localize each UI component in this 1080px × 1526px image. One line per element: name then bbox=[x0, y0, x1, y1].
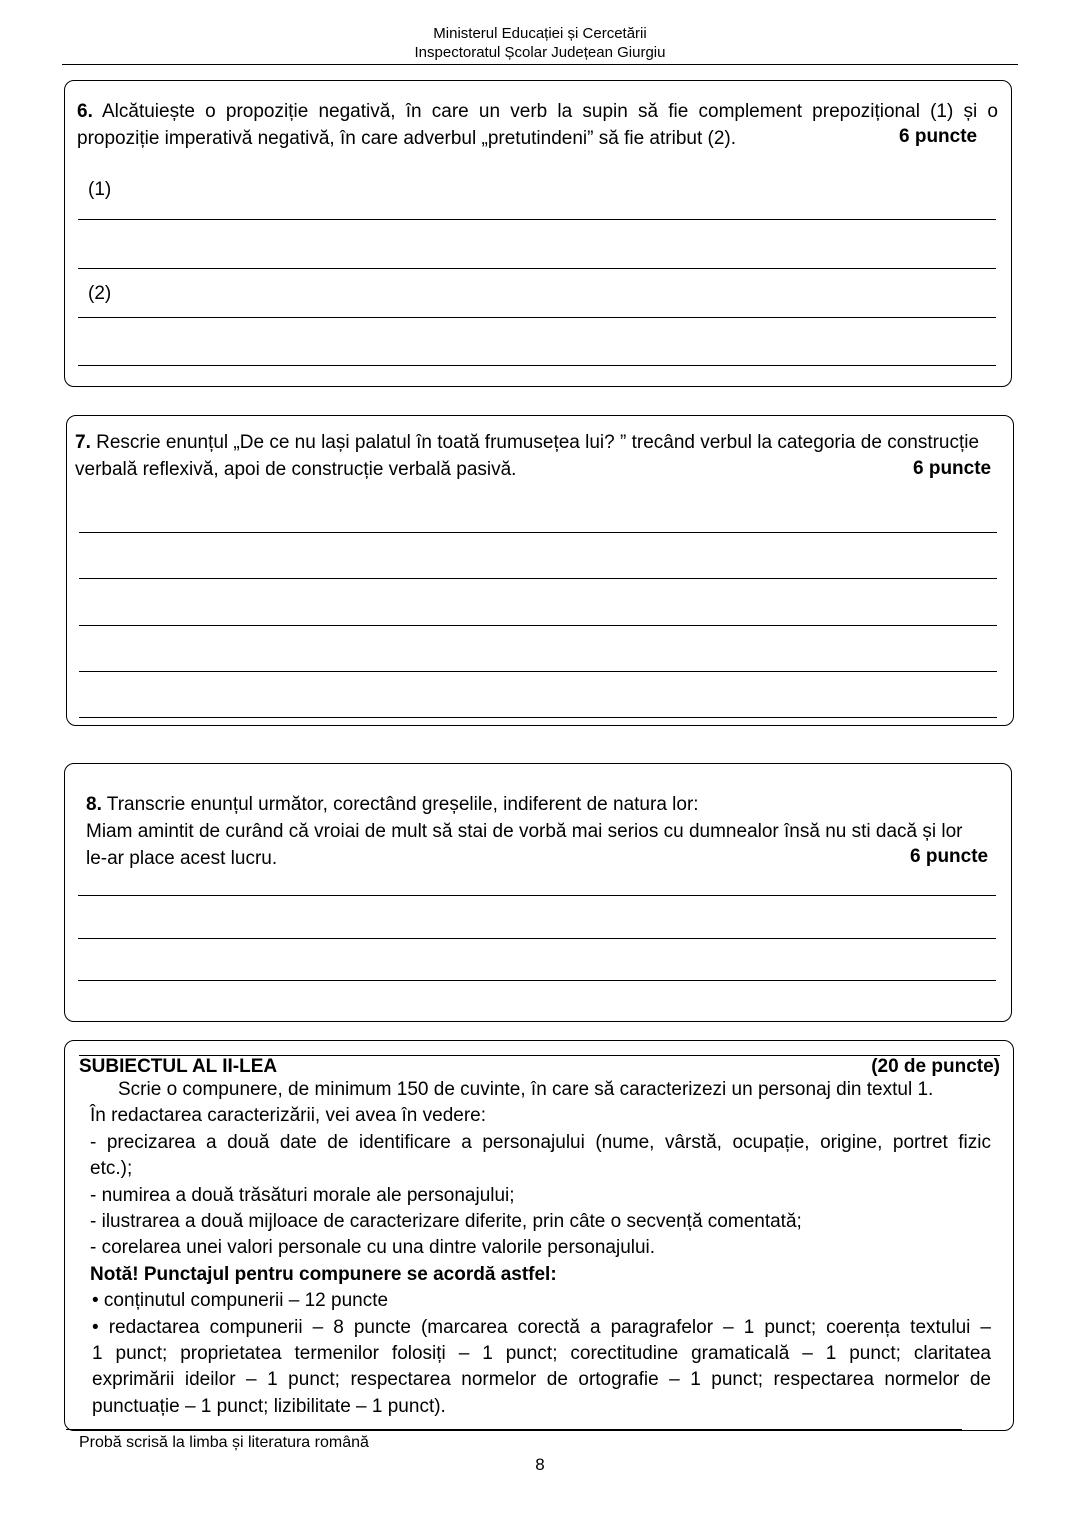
subject-2-item-4: - corelarea unei valori personale cu una dintre valorile personajului. bbox=[90, 1237, 656, 1259]
footer-rule bbox=[66, 1429, 962, 1430]
question-6-points: 6 puncte bbox=[899, 126, 978, 147]
answer-line[interactable] bbox=[78, 365, 996, 366]
footer-text: Probă scrisă la limba și literatura română bbox=[79, 1434, 369, 1451]
page-header bbox=[0, 24, 1080, 62]
page-number: 8 bbox=[535, 1455, 545, 1474]
subject-2-title-row bbox=[79, 1055, 1000, 1077]
subject-2-item-1-cont: etc.); bbox=[90, 1158, 133, 1180]
subject-2-bullet-1: • conținutul compunerii – 12 puncte bbox=[92, 1290, 389, 1312]
subject-2-title: SUBIECTUL AL II-LEA bbox=[79, 1056, 278, 1077]
question-6-line1: Alcătuiește o propoziție negativă, în care un verb la supin să fie complement prepozițional (1) și o bbox=[102, 101, 998, 122]
answer-line[interactable] bbox=[79, 717, 997, 718]
subject-2-bullet-2-cont: punctuație – 1 punct; lizibilitate – 1 punct). bbox=[92, 1395, 446, 1417]
answer-line[interactable] bbox=[78, 219, 996, 220]
answer-line[interactable] bbox=[78, 268, 996, 269]
subject-2-content bbox=[90, 1077, 991, 1420]
question-7-number: 7. bbox=[75, 432, 91, 453]
subject-2-item-1: - precizarea a două date de identificare a personajului (nume, vârstă, ocupație, origine, portret fizic bbox=[90, 1131, 991, 1153]
question-6-number: 6. bbox=[77, 101, 93, 122]
inspectorate-name: Inspectoratul Școlar Județean Giurgiu bbox=[414, 44, 666, 61]
question-8-line2: Miam amintit de curând că vroiai de mult să stai de vorbă mai serios cu dumnealor însă nu sti dacă și lor bbox=[86, 821, 963, 842]
question-6-line2: propoziție imperativă negativă, în care adverbul „pretutindeni” să fie atribut (2). bbox=[77, 128, 737, 149]
answer-line[interactable] bbox=[78, 317, 996, 318]
question-7-points: 6 puncte bbox=[913, 458, 992, 479]
answer-line[interactable] bbox=[79, 671, 997, 672]
question-7-line1: Rescrie enunțul „De ce nu lași palatul în toată frumusețea lui? ” trecând verbul la categoria de construcție bbox=[96, 432, 980, 453]
subject-2-item-2: - numirea a două trăsături morale ale personajului; bbox=[90, 1184, 515, 1206]
question-8-points: 6 puncte bbox=[910, 846, 989, 867]
subject-2-points: (20 de puncte) bbox=[871, 1056, 1000, 1077]
subject-2-intro: Scrie o compunere, de minimum 150 de cuvinte, în care să caracterizezi un personaj din textul 1. bbox=[118, 1079, 934, 1100]
answer-label-2: (2) bbox=[88, 283, 112, 304]
question-6-text bbox=[77, 98, 998, 152]
answer-label-1: (1) bbox=[88, 179, 112, 200]
question-8-line1: Transcrie enunțul următor, corectând greșelile, indiferent de natura lor: bbox=[106, 794, 699, 815]
question-7-line2: verbală reflexivă, apoi de construcție verbală pasivă. bbox=[75, 459, 517, 480]
subject-2-note: Notă! Punctajul pentru compunere se acordă astfel: bbox=[90, 1263, 557, 1285]
subject-2-lead: În redactarea caracterizării, vei avea în vedere: bbox=[90, 1105, 487, 1127]
question-8-line3: le-ar place acest lucru. bbox=[86, 848, 278, 869]
answer-line[interactable] bbox=[78, 895, 996, 896]
question-8-text bbox=[86, 791, 1004, 872]
subject-2-bullet-2-cont: 1 punct; proprietatea termenilor folosiți – 1 punct; corectitudine gramaticală – 1 punct; claritatea bbox=[92, 1343, 991, 1365]
answer-line[interactable] bbox=[78, 980, 996, 981]
answer-line[interactable] bbox=[79, 625, 997, 626]
header-rule bbox=[62, 64, 1018, 65]
ministry-name: Ministerul Educației și Cercetării bbox=[433, 25, 647, 42]
subject-2-bullet-2: • redactarea compunerii – 8 puncte (marcarea corectă a paragrafelor – 1 punct; coerența textului – bbox=[92, 1316, 991, 1338]
answer-line[interactable] bbox=[79, 578, 997, 579]
answer-line[interactable] bbox=[79, 532, 997, 533]
answer-line[interactable] bbox=[78, 938, 996, 939]
question-7-text bbox=[75, 429, 1005, 483]
subject-2-item-3: - ilustrarea a două mijloace de caracterizare diferite, prin câte o secvență comentată; bbox=[90, 1211, 802, 1233]
question-8-number: 8. bbox=[86, 794, 102, 815]
subject-2-bullet-2-cont: exprimării ideilor – 1 punct; respectarea normelor de ortografie – 1 punct; respectarea normelor de bbox=[92, 1369, 991, 1391]
